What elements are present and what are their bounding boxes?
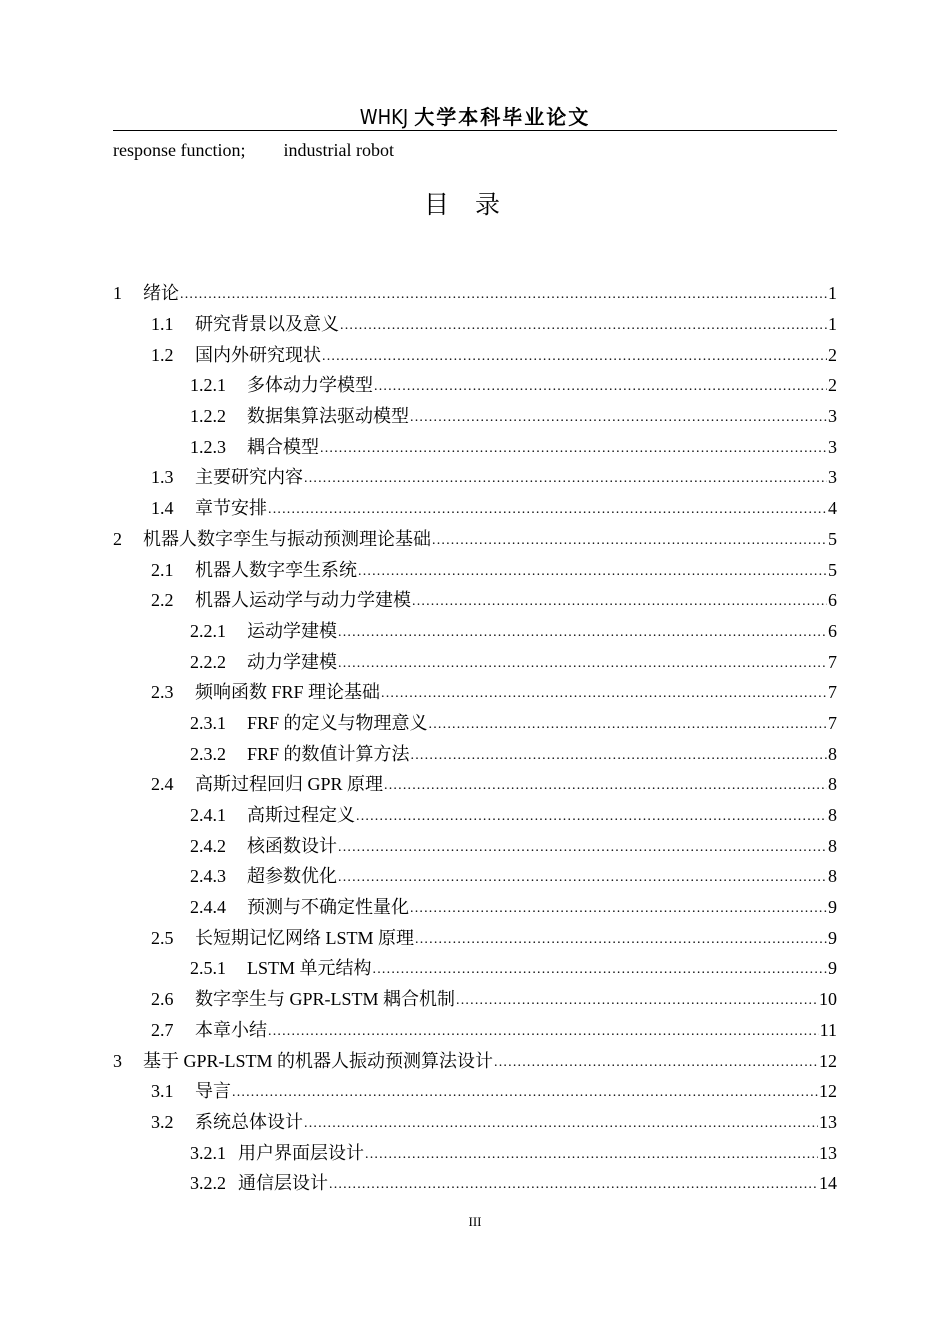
toc-dot-leader — [432, 527, 827, 551]
toc-dot-leader — [340, 312, 827, 336]
toc-entry-title: 主要研究内容 — [195, 467, 303, 488]
toc-entry-title: 用户界面层设计 — [238, 1142, 364, 1163]
toc-entry-page: 8 — [828, 743, 837, 764]
toc-entry-page: 4 — [828, 498, 837, 519]
toc-entry-number: 3 — [113, 1050, 122, 1071]
toc-entry-number: 2.2.2 — [190, 651, 226, 672]
toc-entry-page: 2 — [828, 375, 837, 396]
toc-dot-leader — [268, 1018, 819, 1042]
toc-dot-leader — [384, 772, 827, 796]
toc-entry-title: 机器人数字孪生与振动预测理论基础 — [143, 528, 431, 549]
toc-entry-number: 1.2.2 — [190, 406, 226, 427]
toc-entry-page: 1 — [828, 314, 837, 335]
header-title: 大学本科毕业论文 — [414, 107, 591, 129]
toc-entry-page: 3 — [828, 406, 837, 427]
toc-entry-number: 2.4.4 — [190, 897, 226, 918]
toc-entry-page: 14 — [819, 1173, 837, 1194]
toc-entry[interactable] — [113, 370, 837, 401]
toc-entry-page: 8 — [828, 835, 837, 856]
toc-entry-page: 7 — [828, 682, 837, 703]
toc-entry-number: 2.2.1 — [190, 620, 226, 641]
toc-entry[interactable] — [113, 984, 837, 1015]
page-number: III — [468, 1214, 482, 1229]
toc-entry-page: 1 — [828, 283, 837, 304]
toc-entry-page: 8 — [828, 774, 837, 795]
toc-dot-leader — [232, 1079, 818, 1103]
toc-entry[interactable] — [113, 493, 837, 524]
toc-dot-leader — [304, 465, 827, 489]
toc-entry-title: 长短期记忆网络 LSTM 原理 — [195, 927, 415, 948]
toc-entry-page: 8 — [828, 805, 837, 826]
toc-dot-leader — [338, 650, 827, 674]
toc-entry[interactable] — [113, 861, 837, 892]
toc-entry-title: 系统总体设计 — [195, 1111, 303, 1132]
toc-dot-leader — [429, 711, 827, 735]
toc-entry-title: 国内外研究现状 — [195, 344, 321, 365]
toc-entry-number: 2.3 — [151, 682, 174, 703]
toc-dot-leader — [180, 281, 827, 305]
toc-entry-page: 7 — [828, 712, 837, 733]
toc-entry[interactable] — [113, 339, 837, 370]
toc-dot-leader — [338, 619, 827, 643]
toc-entry-title: 机器人运动学与动力学建模 — [195, 590, 411, 611]
toc-dot-leader — [338, 834, 827, 858]
toc-entry[interactable] — [113, 922, 837, 953]
toc-entry-number: 1.3 — [151, 467, 174, 488]
toc-entry-number: 1 — [113, 283, 122, 304]
toc-entry-title: 高斯过程回归 GPR 原理 — [195, 774, 384, 795]
toc-entry-number: 2.2 — [151, 590, 174, 611]
toc-entry[interactable] — [113, 401, 837, 432]
toc-entry[interactable] — [113, 554, 837, 585]
toc-entry-number: 2.6 — [151, 989, 174, 1010]
toc-entry-page: 10 — [819, 989, 837, 1010]
toc-entry-number: 1.2.1 — [190, 375, 226, 396]
toc-dot-leader — [410, 404, 827, 428]
toc-entry-number: 2 — [113, 528, 122, 549]
toc-entry-number: 3.2.1 — [190, 1142, 226, 1163]
toc-entry[interactable] — [113, 738, 837, 769]
toc-entry-page: 12 — [819, 1081, 837, 1102]
toc-entry-title: 研究背景以及意义 — [195, 314, 339, 335]
toc-entry-page: 5 — [828, 528, 837, 549]
toc-dot-leader — [365, 1141, 818, 1165]
toc-entry[interactable] — [113, 830, 837, 861]
toc-entry-number: 1.4 — [151, 498, 174, 519]
toc-entry-number: 1.2 — [151, 344, 174, 365]
toc-entry-page: 6 — [828, 620, 837, 641]
toc-entry[interactable] — [113, 677, 837, 708]
toc-entry-page: 6 — [828, 590, 837, 611]
toc-entry-number: 3.2.2 — [190, 1173, 226, 1194]
toc-dot-leader — [415, 926, 827, 950]
toc-entry-title: 核函数设计 — [247, 835, 337, 856]
toc-entry-page: 9 — [828, 927, 837, 948]
toc-entry-number: 2.4.1 — [190, 805, 226, 826]
toc-entry-title: 本章小结 — [195, 1019, 267, 1040]
toc-dot-leader — [456, 987, 818, 1011]
toc-entry-title: 机器人数字孪生系统 — [195, 559, 357, 580]
toc-entry-number: 2.4.2 — [190, 835, 226, 856]
toc-dot-leader — [320, 435, 827, 459]
keyword-2: industrial robot — [283, 140, 394, 160]
toc-entry-title: 预测与不确定性量化 — [247, 897, 409, 918]
toc-dot-leader — [374, 373, 827, 397]
running-header — [113, 103, 837, 131]
toc-entry-title: 通信层设计 — [238, 1173, 328, 1194]
toc-dot-leader — [356, 803, 827, 827]
toc-entry-number: 3.1 — [151, 1081, 174, 1102]
toc-entry[interactable] — [113, 1168, 837, 1199]
keywords-continuation — [113, 138, 394, 162]
toc-entry[interactable] — [113, 800, 837, 831]
toc-entry[interactable] — [113, 524, 837, 555]
toc-entry-page: 13 — [819, 1142, 837, 1163]
toc-entry[interactable] — [113, 1076, 837, 1107]
toc-dot-leader — [304, 1110, 818, 1134]
toc-dot-leader — [381, 680, 827, 704]
toc-entry-title: 超参数优化 — [247, 866, 337, 887]
toc-dot-leader — [358, 558, 827, 582]
toc-entry[interactable] — [113, 1045, 837, 1076]
toc-dot-leader — [338, 864, 827, 888]
toc-entry[interactable] — [113, 892, 837, 923]
toc-entry-page: 5 — [828, 559, 837, 580]
toc-dot-leader — [410, 895, 827, 919]
toc-entry[interactable] — [113, 953, 837, 984]
toc-entry-page: 11 — [819, 1019, 837, 1040]
toc-entry-page: 8 — [828, 866, 837, 887]
toc-title: 目录 — [423, 190, 526, 219]
toc-entry[interactable] — [113, 431, 837, 462]
toc-dot-leader — [322, 343, 827, 367]
toc-entry[interactable] — [113, 1137, 837, 1168]
toc-entry-number: 2.5.1 — [190, 958, 226, 979]
keyword-1: response function; — [113, 140, 246, 160]
toc-entry-title: 数据集算法驱动模型 — [247, 406, 409, 427]
toc-entry-page: 9 — [828, 958, 837, 979]
toc-entry-title: 动力学建模 — [247, 651, 337, 672]
toc-entry-title: 导言 — [195, 1081, 231, 1102]
toc-entry-number: 3.2 — [151, 1111, 174, 1132]
toc-entry-number: 2.5 — [151, 927, 174, 948]
toc-entry-number: 2.4 — [151, 774, 174, 795]
toc-dot-leader — [373, 956, 827, 980]
toc-entry-number: 1.1 — [151, 314, 174, 335]
header-prefix: WHKJ — [359, 105, 409, 129]
toc-entry-number: 2.4.3 — [190, 866, 226, 887]
toc-entry-title: 章节安排 — [195, 498, 267, 519]
toc-entry-title: 高斯过程定义 — [247, 805, 355, 826]
toc-entry-page: 3 — [828, 467, 837, 488]
toc-entry-title: 绪论 — [143, 283, 179, 304]
toc-entry-title: 数字孪生与 GPR-LSTM 耦合机制 — [195, 989, 456, 1010]
toc-entry-page: 12 — [819, 1050, 837, 1071]
toc-entry[interactable] — [113, 462, 837, 493]
toc-entry[interactable] — [113, 616, 837, 647]
toc-entry-title: 耦合模型 — [247, 436, 319, 457]
toc-entry[interactable] — [113, 278, 837, 309]
toc-entry[interactable] — [113, 708, 837, 739]
toc-entry-title: 运动学建模 — [247, 620, 337, 641]
toc-entry-page: 7 — [828, 651, 837, 672]
toc-entry-number: 2.3.1 — [190, 712, 226, 733]
toc-entry-title: FRF 的数值计算方法 — [247, 743, 410, 764]
toc-entry[interactable] — [113, 646, 837, 677]
header-rule — [113, 130, 837, 131]
toc-dot-leader — [494, 1049, 818, 1073]
toc-dot-leader — [268, 496, 827, 520]
toc-entry-page: 9 — [828, 897, 837, 918]
toc-entry[interactable] — [113, 769, 837, 800]
toc-entry-title: 多体动力学模型 — [247, 375, 373, 396]
toc-entry[interactable] — [113, 1015, 837, 1046]
table-of-contents — [113, 278, 837, 1199]
toc-entry-number: 2.3.2 — [190, 743, 226, 764]
toc-dot-leader — [412, 588, 827, 612]
toc-entry-title: LSTM 单元结构 — [247, 958, 372, 979]
toc-entry-page: 2 — [828, 344, 837, 365]
toc-entry-title: 频响函数 FRF 理论基础 — [195, 682, 381, 703]
toc-entry[interactable] — [113, 309, 837, 340]
toc-entry-number: 1.2.3 — [190, 436, 226, 457]
toc-entry-title: FRF 的定义与物理意义 — [247, 712, 428, 733]
toc-entry-number: 2.7 — [151, 1019, 174, 1040]
toc-dot-leader — [329, 1171, 818, 1195]
toc-entry-title: 基于 GPR-LSTM 的机器人振动预测算法设计 — [143, 1050, 494, 1071]
toc-dot-leader — [411, 742, 827, 766]
toc-entry[interactable] — [113, 585, 837, 616]
toc-entry-number: 2.1 — [151, 559, 174, 580]
toc-entry[interactable] — [113, 1107, 837, 1138]
toc-entry-page: 3 — [828, 436, 837, 457]
toc-entry-page: 13 — [819, 1111, 837, 1132]
